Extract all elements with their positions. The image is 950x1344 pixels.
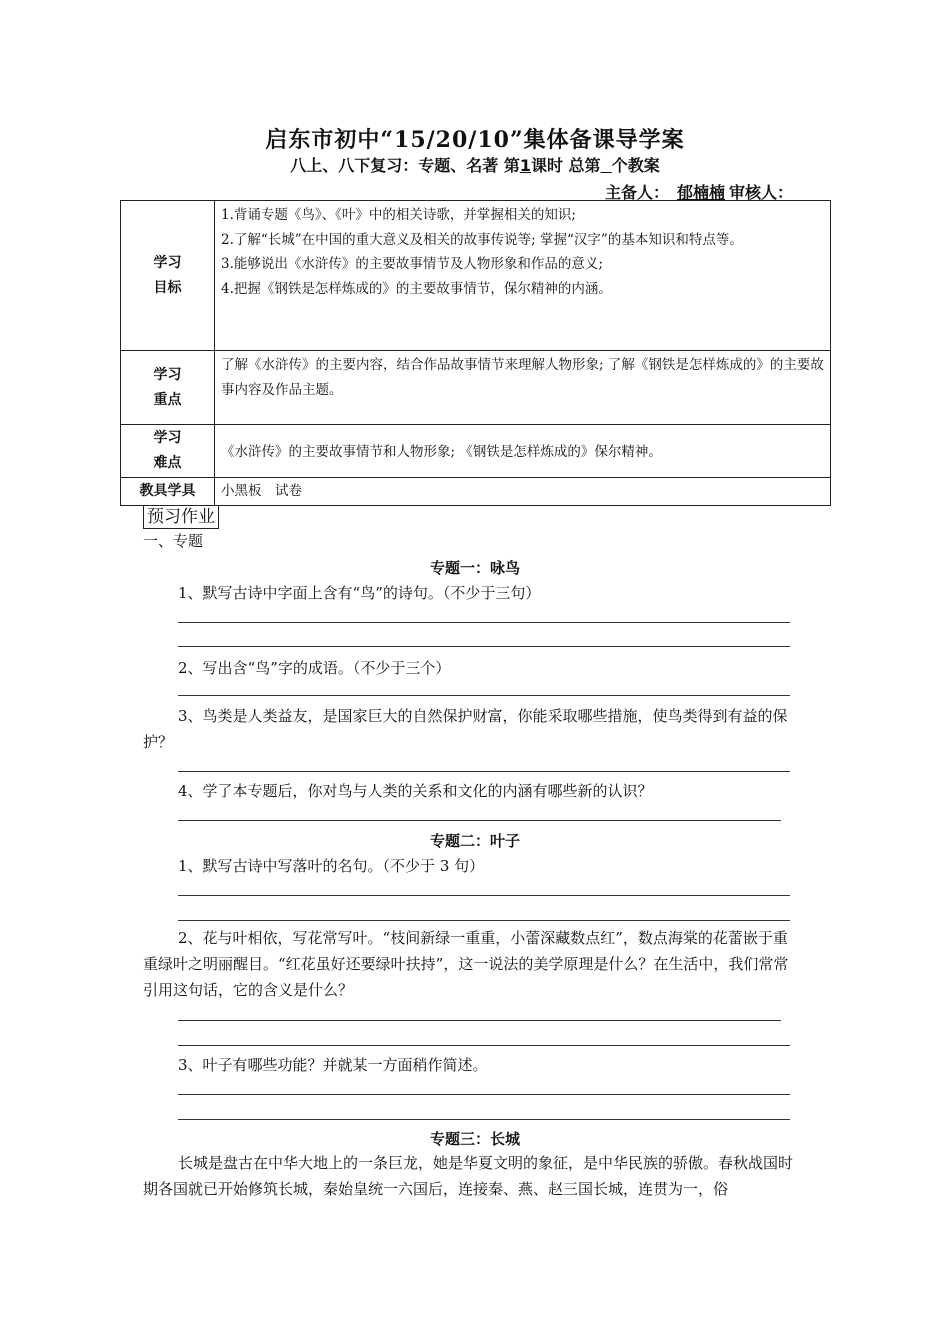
answer-line[interactable] xyxy=(178,1119,790,1120)
tools-label: 教具学具 xyxy=(121,478,215,506)
answer-line[interactable] xyxy=(178,1020,781,1021)
topic1-question-3: 3、鸟类是人类益友，是国家巨大的自然保护财富，你能采取哪些措施，使鸟类得到有益的保护？ xyxy=(143,707,788,751)
objective-item: 4.把握《钢铁是怎样炼成的》的主要故事情节，保尔精神的内涵。 xyxy=(221,280,612,297)
topic1-question-4: 4、学了本专题后，你对鸟与人类的关系和文化的内涵有哪些新的认识？ xyxy=(178,782,653,800)
topic3-title: 专题三：长城 xyxy=(429,1130,520,1148)
topic1-question-1: 1、默写古诗中字面上含有“鸟”的诗句。（不少于三句） xyxy=(178,584,541,602)
total-lesson-blank xyxy=(601,156,612,175)
topic3-text: 长城是盘古在中华大地上的一条巨龙，她是华夏文明的象征，是中华民族的骄傲。春秋战国时期各国就已开始修筑长城，秦始皇统一六国后，连接秦、燕、赵三国长城，连贯为一，俗 xyxy=(143,1154,794,1198)
lesson-number: 1 xyxy=(519,156,531,175)
answer-line[interactable] xyxy=(178,820,781,821)
topic2-question-3: 3、叶子有哪些功能？并就某一方面稍作简述。 xyxy=(178,1056,488,1074)
key-points-content: 了解《水浒传》的主要内容，结合作品故事情节来理解人物形象; 了解《钢铁是怎样炼成的》的主要故事内容及作品主题。 xyxy=(215,351,831,425)
topic2-question-2: 2、花与叶相依，写花常写叶。“枝间新绿一重重，小蕾深藏数点红”，数点海棠的花蕾嵌于重重绿叶之明丽醒目。“红花虽好还要绿叶扶持”，这一说法的美学原理是什么？在生活中，我们常常引用这句话，它的含义是什么？ xyxy=(143,929,789,999)
answer-line[interactable] xyxy=(178,920,790,921)
tools-content: 小黑板 试卷 xyxy=(215,478,831,506)
subtitle-prefix: 八上、八下复习：专题、名著 第 xyxy=(290,156,520,175)
key-points-label: 学习 重点 xyxy=(121,351,215,425)
section-heading: 一、专题 xyxy=(143,532,204,550)
objective-item: 1.背诵专题《鸟》、《叶》中的相关诗歌，并掌握相关的知识; xyxy=(221,207,576,223)
answer-line[interactable] xyxy=(178,695,790,696)
preparer-name: 郁楠楠 xyxy=(677,183,726,202)
subtitle-end: 个教案 xyxy=(611,156,660,175)
answer-line[interactable] xyxy=(178,622,790,623)
subtitle-suffix: 课时 总第 xyxy=(530,156,601,175)
answer-line[interactable] xyxy=(178,1094,790,1095)
difficulties-label: 学习 难点 xyxy=(121,425,215,478)
preparer-label: 主备人： xyxy=(605,183,670,202)
objective-item: 2.了解“长城”在中国的重大意义及相关的故事传说等; 掌握“汉字”的基本知识和特点等。 xyxy=(221,231,743,248)
tools-row xyxy=(121,478,831,506)
answer-line[interactable] xyxy=(178,646,790,647)
topic2-title: 专题二：叶子 xyxy=(429,832,520,850)
answer-line[interactable] xyxy=(178,771,790,772)
objectives-label: 学习 目标 xyxy=(121,201,215,351)
topic1-title: 专题一：咏鸟 xyxy=(429,559,520,577)
objectives-row xyxy=(121,201,831,351)
reviewer-label: 审核人： xyxy=(729,183,794,202)
answer-line[interactable] xyxy=(178,895,790,896)
lesson-subtitle xyxy=(0,153,950,176)
difficulties-row xyxy=(121,425,831,478)
page-title: 启东市初中“15/20/10”集体备课导学案 xyxy=(265,127,685,153)
preview-heading: 预习作业 xyxy=(143,505,219,529)
lesson-plan-table xyxy=(120,200,831,506)
difficulties-content: 《水浒传》的主要故事情节和人物形象; 《钢铁是怎样炼成的》保尔精神。 xyxy=(215,425,831,478)
objective-item: 3.能够说出《水浒传》的主要故事情节及人物形象和作品的意义; xyxy=(221,256,603,272)
answer-line[interactable] xyxy=(178,1045,790,1046)
topic1-question-2: 2、写出含“鸟”字的成语。（不少于三个） xyxy=(178,659,451,677)
objectives-content xyxy=(215,201,831,351)
topic2-question-1: 1、默写古诗中写落叶的名句。（不少于 3 句） xyxy=(178,857,485,875)
key-points-row xyxy=(121,351,831,425)
